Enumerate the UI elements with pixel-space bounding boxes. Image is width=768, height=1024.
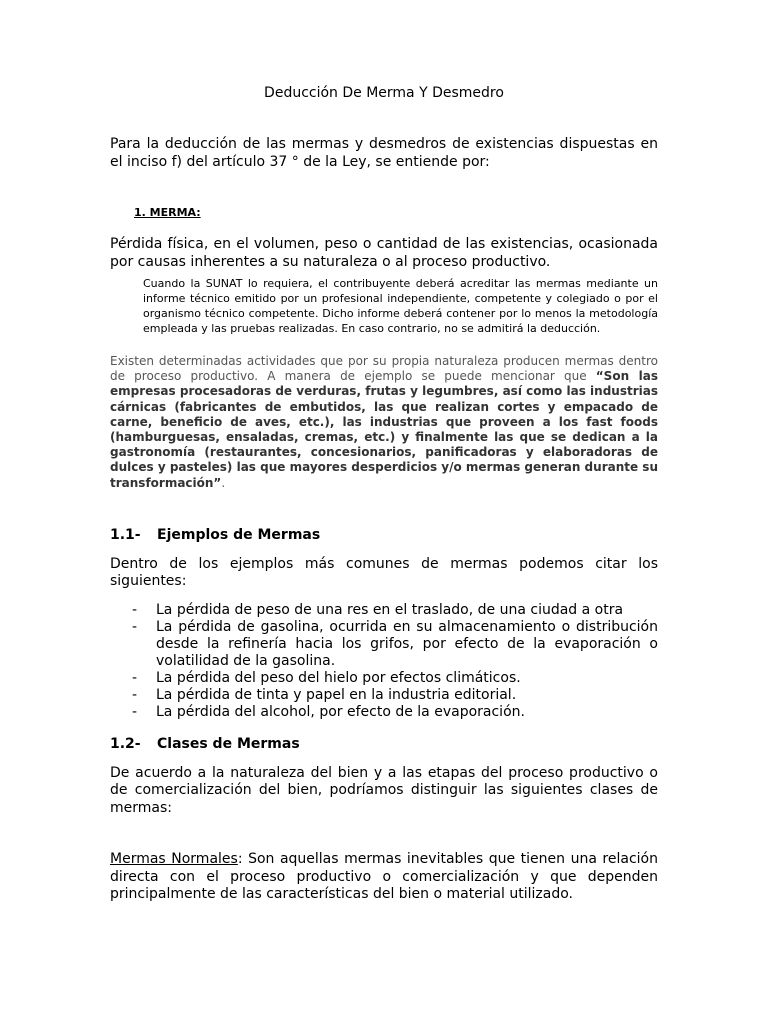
- list-item: [132, 602, 658, 619]
- dash-bullet: -: [132, 669, 138, 686]
- sunat-note: Cuando la SUNAT lo requiera, el contribuyente deberá acreditar las mermas mediante un informe técnico emitido por un profesional independiente, competente y colegiado o por el organismo técnico competente. Dicho informe deberá contener por lo menos la metodología empleada y las pruebas realizadas. En caso contrario, no se admitirá la deducción.: [143, 277, 658, 335]
- mermas-normales-text: : Son aquellas mermas inevitables que tienen una relación directa con el proceso productivo o comercialización y que dependen principalmente de las características del bien o material utilizado.: [110, 851, 658, 903]
- list-item: [132, 619, 658, 670]
- activities-paragraph: [110, 354, 658, 491]
- list-item-text: La pérdida de peso de una res en el traslado, de una ciudad a otra: [156, 601, 624, 618]
- subsection-ejemplos-number: 1.1-: [110, 526, 141, 543]
- dash-bullet: -: [132, 703, 138, 720]
- subsection-ejemplos-title: Ejemplos de Mermas: [157, 526, 321, 543]
- subsection-ejemplos-heading: [110, 526, 658, 544]
- document-title: Deducción De Merma Y Desmedro: [264, 85, 504, 101]
- list-item: [132, 670, 658, 687]
- mermas-normales-label: Mermas Normales: [110, 851, 238, 868]
- list-item: [132, 687, 658, 704]
- document-page: [110, 84, 658, 904]
- list-item-text: La pérdida del alcohol, por efecto de la evaporación.: [156, 703, 525, 720]
- dash-bullet: -: [132, 601, 138, 618]
- intro-paragraph: Para la deducción de las mermas y desmedros de existencias dispuestas en el inciso f) del artículo 37 ° de la Ley, se entiende por:: [110, 136, 658, 170]
- activities-quote: “Son las empresas procesadoras de verduras, frutas y legumbres, así como las industrias cárnicas (fabricantes de embutidos, las que realizan cortes y empacado de carne, beneficio de aves, etc.), las industrias que proveen a los fast foods (hamburguesas, ensaladas, cremas, etc.) y finalmente las que se dedican a la gastronomía (restaurantes, concesionarios, panificadoras y elaboradoras de dulces y pasteles) las que mayores desperdicios y/o mermas generan durante su transformación”: [110, 369, 658, 490]
- ejemplos-list: [132, 602, 658, 721]
- dash-bullet: -: [132, 686, 138, 703]
- merma-definition: Pérdida física, en el volumen, peso o cantidad de las existencias, ocasionada por causas inherentes a su naturaleza o al proceso productivo.: [110, 236, 658, 270]
- subsection-clases-heading: [110, 735, 658, 753]
- subsection-clases-number: 1.2-: [110, 735, 141, 752]
- list-item: [132, 704, 658, 721]
- activities-intro: Existen determinadas actividades que por su propia naturaleza producen mermas dentro de proceso productivo. A manera de ejemplo se puede mencionar que: [110, 354, 658, 384]
- ejemplos-lead: Dentro de los ejemplos más comunes de mermas podemos citar los siguientes:: [110, 555, 658, 590]
- activities-end: .: [221, 475, 226, 490]
- subsection-clases-title: Clases de Mermas: [157, 735, 300, 752]
- list-item-text: La pérdida de gasolina, ocurrida en su almacenamiento o distribución desde la refinería hacia los grifos, por efecto de la evaporación o volatilidad de la gasolina.: [156, 618, 658, 669]
- mermas-normales-paragraph: [110, 851, 658, 904]
- section-merma-heading: 1. MERMA:: [134, 206, 201, 219]
- list-item-text: La pérdida del peso del hielo por efectos climáticos.: [156, 669, 521, 686]
- clases-lead: De acuerdo a la naturaleza del bien y a las etapas del proceso productivo o de comercialización del bien, podríamos distinguir las siguientes clases de mermas:: [110, 764, 658, 816]
- dash-bullet: -: [132, 618, 138, 635]
- list-item-text: La pérdida de tinta y papel en la industria editorial.: [156, 686, 517, 703]
